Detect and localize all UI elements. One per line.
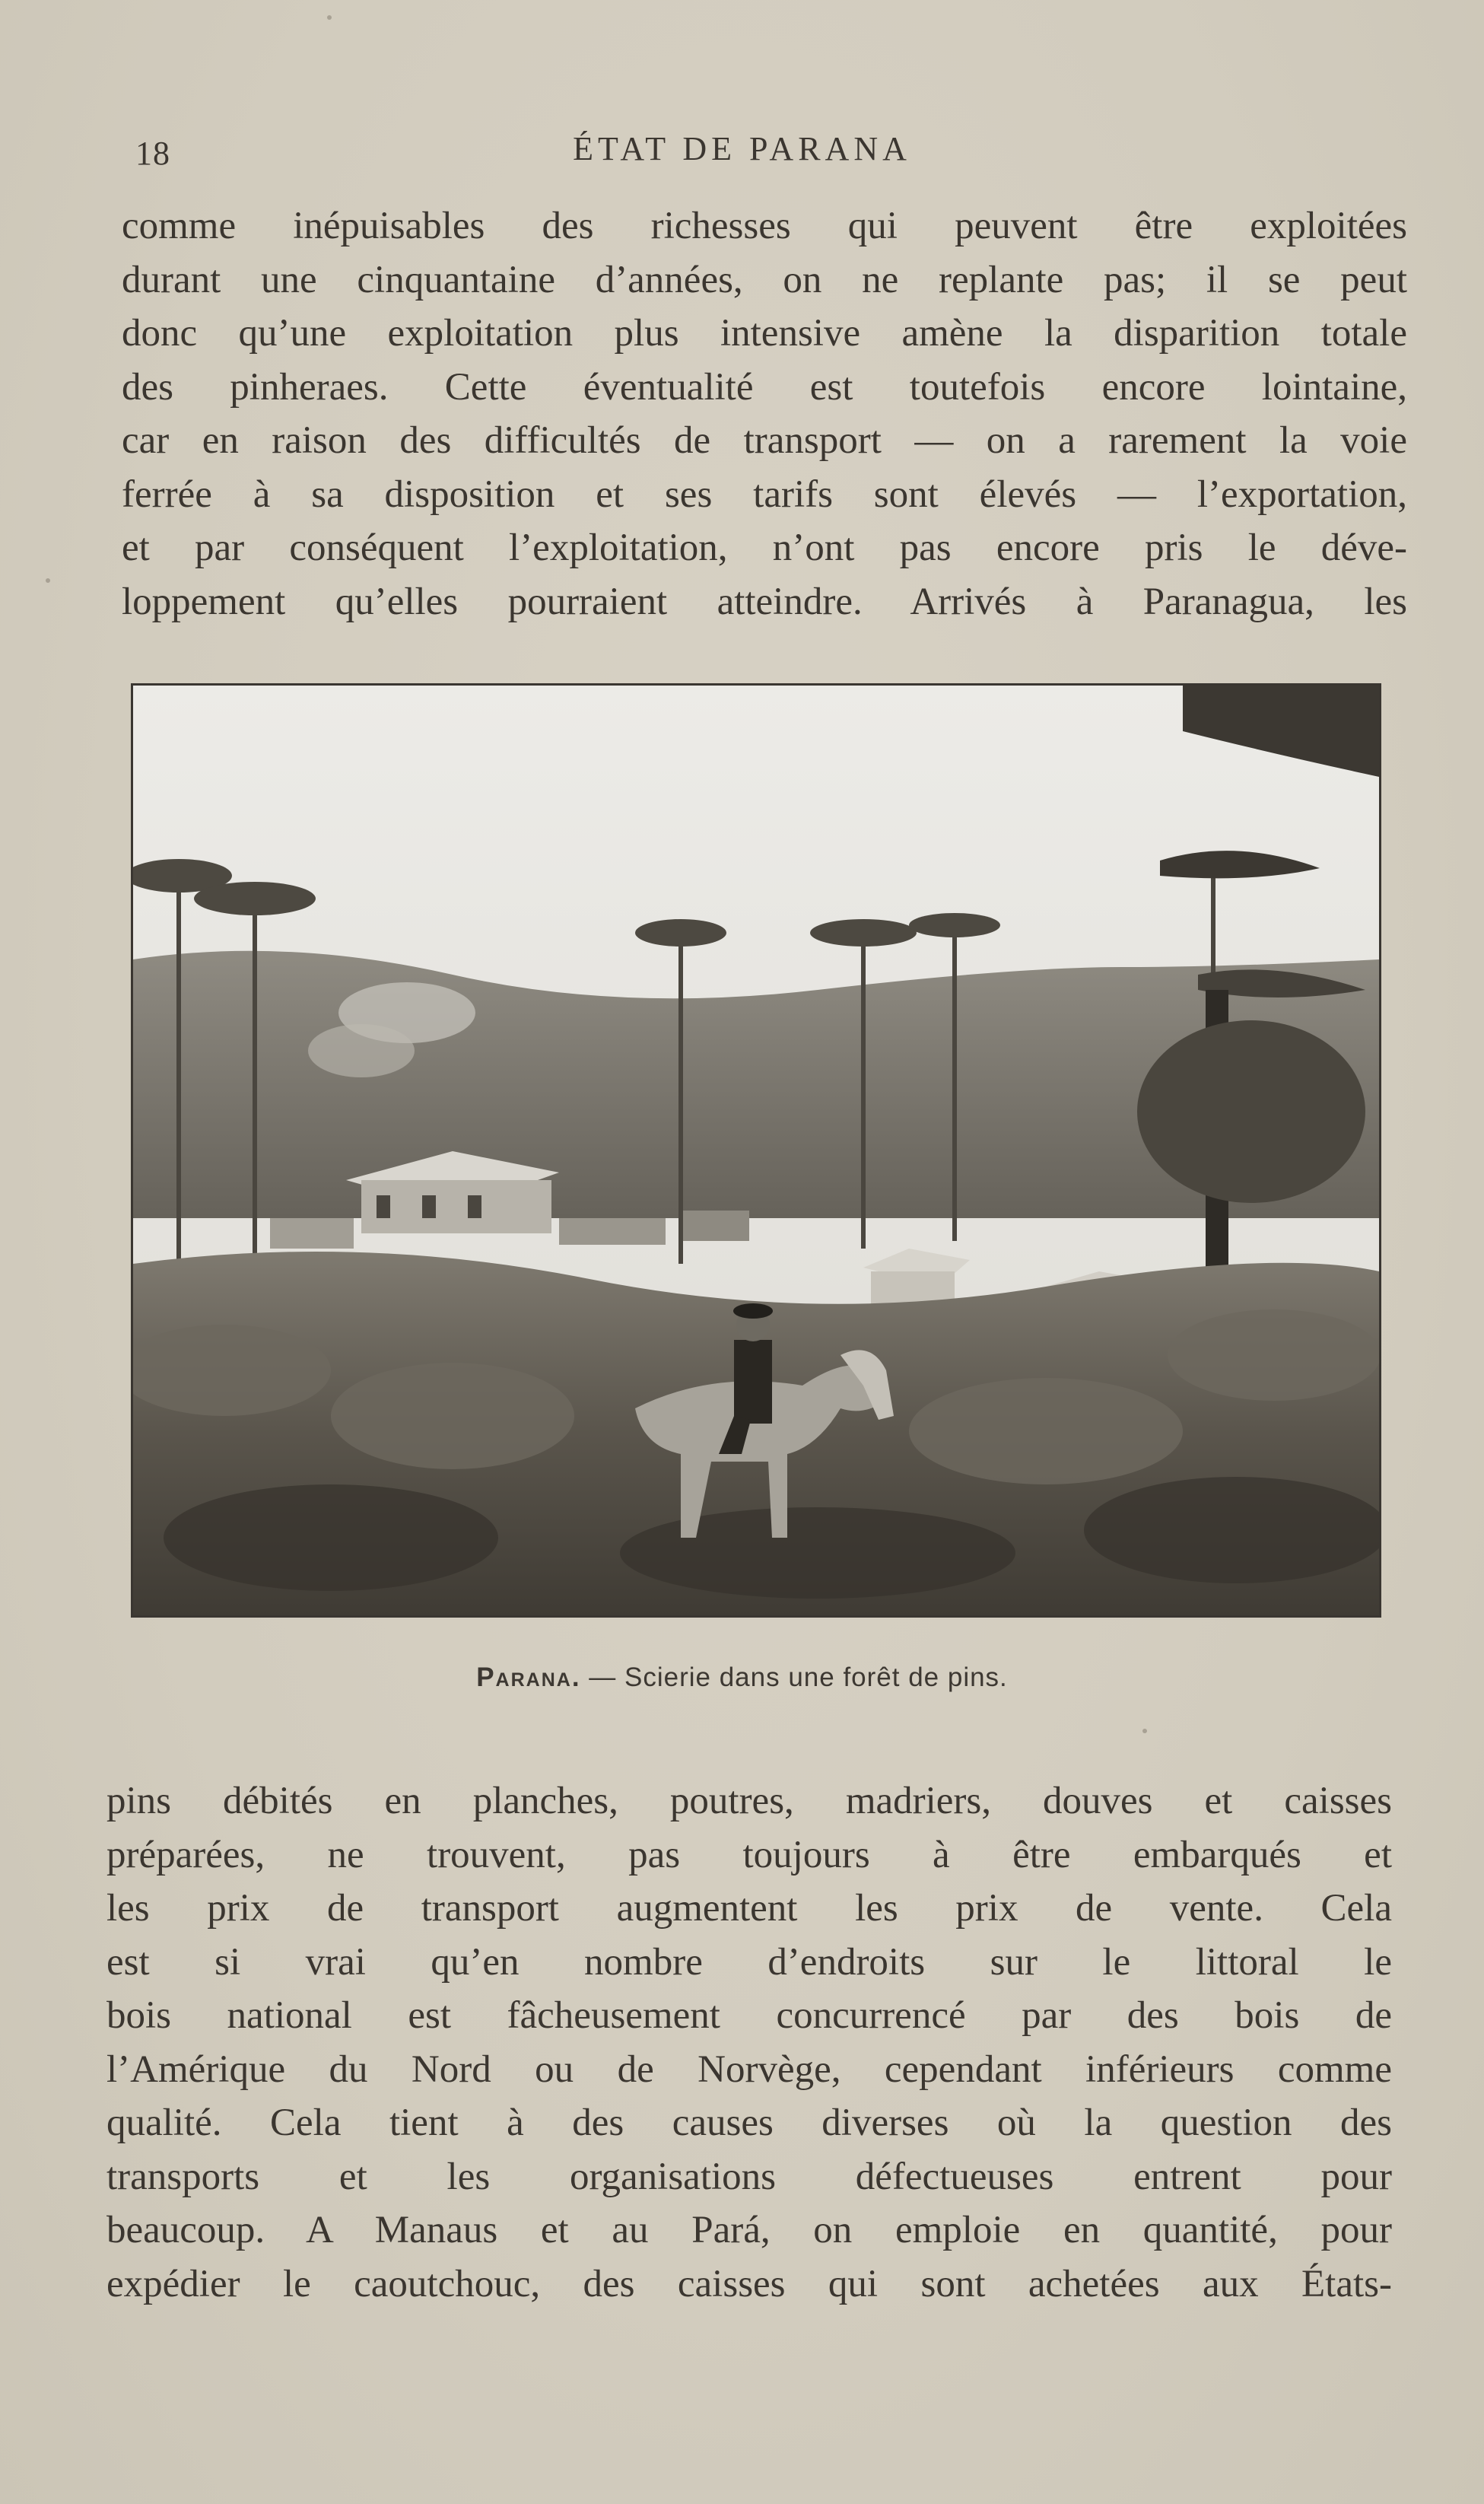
text-line: des pinheraes. Cette éventualité est toutefois encore lointaine, [122,365,1407,409]
running-title: ÉTAT DE PARANA [573,130,911,167]
sawmill-photograph [131,683,1381,1618]
paragraph-bottom [106,1774,1392,2311]
text-line: les prix de transport augmentent les prix de vente. Cela [106,1887,1392,1930]
text-line: qualité. Cela tient à des causes diverses où la question des [106,2102,1392,2144]
text-line: donc qu’une exploitation plus intensive amène la disparition totale [122,312,1407,355]
text-line: ferrée à sa disposition et ses tarifs sont élevés — l’exportation, [122,472,1407,516]
text-line: durant une cinquantaine d’années, on ne replante pas; il se peut [122,258,1407,301]
paper-speck [327,15,332,20]
caption-place: Parana. [476,1662,581,1692]
text-line: bois national est fâcheusement concurrencé par des bois de [106,1994,1392,2037]
figure-caption [0,1662,1484,1693]
text-line: expédier le caoutchouc, des caisses qui sont achetées aux États- [106,2262,1392,2305]
text-line: comme inépuisables des richesses qui peuvent être exploitées [122,205,1407,247]
text-line: et par conséquent l’exploitation, n’ont pas encore pris le déve- [122,527,1407,569]
paper-speck [46,578,50,583]
text-line: beaucoup. A Manaus et au Pará, on emploie en quantité, pour [106,2209,1392,2251]
text-line: est si vrai qu’en nombre d’endroits sur le littoral le [106,1940,1392,1984]
text-line: préparées, ne trouvent, pas toujours à être embarqués et [106,1833,1392,1876]
text-line: pins débités en planches, poutres, madriers, douves et caisses [106,1780,1392,1822]
paper-speck [1142,1729,1147,1733]
caption-text: — Scierie dans une forêt de pins. [580,1662,1008,1692]
text-line: loppement qu’elles pourraient atteindre. Arrivés à Paranagua, les [122,580,1407,623]
paragraph-top [122,199,1407,628]
page-number: 18 [135,135,170,172]
text-line: transports et les organisations défectueuses entrent pour [106,2155,1392,2198]
text-line: l’Amérique du Nord ou de Norvège, cependant inférieurs comme [106,2047,1392,2091]
text-line: car en raison des difficultés de transport — on a rarement la voie [122,419,1407,462]
